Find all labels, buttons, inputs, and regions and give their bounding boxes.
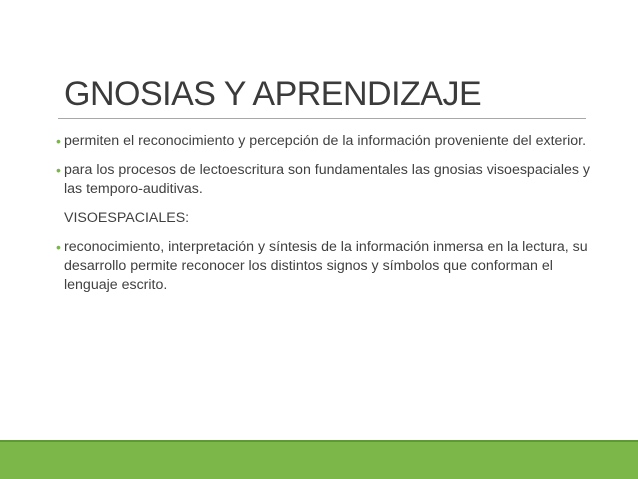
bullet-icon: • (56, 133, 61, 149)
bullet-item (56, 161, 596, 199)
bullet-icon: • (56, 162, 61, 178)
title-divider (58, 118, 586, 119)
section-subheading: VISOESPACIALES: (64, 210, 190, 226)
bullet-text: reconocimiento, interpretación y síntesis de la información inmersa en la lectura, su desarrollo permite reconocer los distintos signos y símbolos que conforman el lenguaje escrito. (64, 239, 588, 293)
footer-accent-line (0, 440, 638, 442)
bullet-item (56, 238, 596, 295)
bullet-text: para los procesos de lectoescritura son fundamentales las gnosias visoespaciales y las temporo-auditivas. (64, 162, 591, 197)
bullet-icon: • (56, 239, 61, 255)
footer-accent-bar (0, 440, 638, 479)
bullet-item (56, 132, 596, 151)
slide-title: GNOSIAS Y APRENDIZAJE (64, 75, 482, 113)
slide-body (56, 132, 596, 305)
bullet-text: permiten el reconocimiento y percepción de la información proveniente del exterior. (64, 133, 587, 149)
